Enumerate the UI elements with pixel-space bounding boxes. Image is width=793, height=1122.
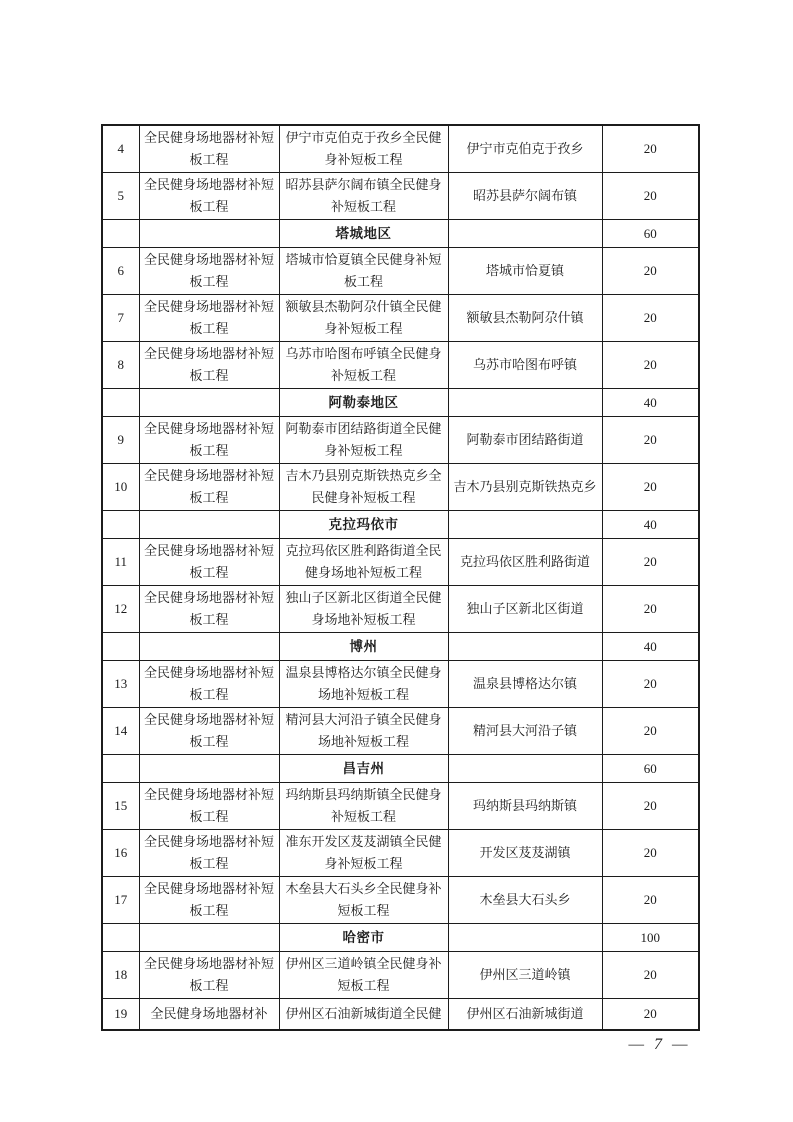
amount-cell: 20 [602, 708, 699, 755]
row-number-cell [102, 511, 139, 539]
amount-cell: 20 [602, 342, 699, 389]
allocation-table-container [101, 124, 700, 1031]
amount-cell: 20 [602, 661, 699, 708]
project-name-cell: 吉木乃县别克斯铁热克乡全民健身补短板工程 [279, 464, 448, 511]
row-number-cell: 9 [102, 417, 139, 464]
table-row [102, 877, 699, 924]
project-name-cell: 塔城地区 [279, 220, 448, 248]
table-row [102, 999, 699, 1031]
project-name-cell: 精河县大河沿子镇全民健身场地补短板工程 [279, 708, 448, 755]
page-number [608, 1036, 708, 1054]
project-name-cell: 温泉县博格达尔镇全民健身场地补短板工程 [279, 661, 448, 708]
project-name-cell: 独山子区新北区街道全民健身场地补短板工程 [279, 586, 448, 633]
category-cell [139, 389, 279, 417]
location-cell [448, 633, 602, 661]
project-name-cell: 博州 [279, 633, 448, 661]
category-cell: 全民健身场地器材补短板工程 [139, 952, 279, 999]
row-number-cell: 16 [102, 830, 139, 877]
table-row [102, 586, 699, 633]
amount-cell: 60 [602, 755, 699, 783]
category-cell: 全民健身场地器材补短板工程 [139, 539, 279, 586]
project-name-cell: 伊州区石油新城街道全民健 [279, 999, 448, 1031]
row-number-cell: 8 [102, 342, 139, 389]
project-name-cell: 克拉玛依区胜利路街道全民健身场地补短板工程 [279, 539, 448, 586]
category-cell: 全民健身场地器材补短板工程 [139, 417, 279, 464]
location-cell: 昭苏县萨尔阔布镇 [448, 173, 602, 220]
amount-cell: 100 [602, 924, 699, 952]
location-cell: 乌苏市哈图布呼镇 [448, 342, 602, 389]
row-number-cell: 17 [102, 877, 139, 924]
location-cell: 塔城市恰夏镇 [448, 248, 602, 295]
category-cell: 全民健身场地器材补短板工程 [139, 248, 279, 295]
project-name-cell: 阿勒泰市团结路街道全民健身补短板工程 [279, 417, 448, 464]
page-number-right-dash: — [672, 1036, 688, 1053]
row-number-cell: 7 [102, 295, 139, 342]
category-cell: 全民健身场地器材补短板工程 [139, 877, 279, 924]
table-row [102, 952, 699, 999]
location-cell: 克拉玛依区胜利路街道 [448, 539, 602, 586]
amount-cell: 40 [602, 633, 699, 661]
table-row [102, 464, 699, 511]
project-name-cell: 额敏县杰勒阿尕什镇全民健身补短板工程 [279, 295, 448, 342]
amount-cell: 20 [602, 999, 699, 1031]
location-cell [448, 389, 602, 417]
row-number-cell: 6 [102, 248, 139, 295]
region-section-row [102, 389, 699, 417]
category-cell: 全民健身场地器材补短板工程 [139, 661, 279, 708]
location-cell: 伊宁市克伯克于孜乡 [448, 125, 602, 173]
amount-cell: 20 [602, 464, 699, 511]
category-cell: 全民健身场地器材补短板工程 [139, 342, 279, 389]
amount-cell: 20 [602, 295, 699, 342]
amount-cell: 20 [602, 952, 699, 999]
region-section-row [102, 511, 699, 539]
project-name-cell: 昭苏县萨尔阔布镇全民健身补短板工程 [279, 173, 448, 220]
category-cell [139, 924, 279, 952]
table-row [102, 783, 699, 830]
project-name-cell: 哈密市 [279, 924, 448, 952]
project-name-cell: 塔城市恰夏镇全民健身补短板工程 [279, 248, 448, 295]
location-cell: 额敏县杰勒阿尕什镇 [448, 295, 602, 342]
table-row [102, 830, 699, 877]
table-row [102, 708, 699, 755]
project-name-cell: 乌苏市哈图布呼镇全民健身补短板工程 [279, 342, 448, 389]
region-section-row [102, 755, 699, 783]
amount-cell: 40 [602, 511, 699, 539]
region-section-row [102, 633, 699, 661]
category-cell: 全民健身场地器材补短板工程 [139, 586, 279, 633]
location-cell: 开发区芨芨湖镇 [448, 830, 602, 877]
amount-cell: 60 [602, 220, 699, 248]
amount-cell: 20 [602, 877, 699, 924]
project-name-cell: 玛纳斯县玛纳斯镇全民健身补短板工程 [279, 783, 448, 830]
table-row [102, 539, 699, 586]
row-number-cell [102, 924, 139, 952]
project-name-cell: 准东开发区芨芨湖镇全民健身补短板工程 [279, 830, 448, 877]
row-number-cell: 14 [102, 708, 139, 755]
table-row [102, 248, 699, 295]
row-number-cell [102, 633, 139, 661]
page-number-value: 7 [654, 1036, 662, 1053]
amount-cell: 40 [602, 389, 699, 417]
table-row [102, 125, 699, 173]
category-cell: 全民健身场地器材补短板工程 [139, 125, 279, 173]
row-number-cell: 19 [102, 999, 139, 1031]
category-cell [139, 633, 279, 661]
row-number-cell: 12 [102, 586, 139, 633]
category-cell [139, 220, 279, 248]
row-number-cell: 10 [102, 464, 139, 511]
category-cell: 全民健身场地器材补短板工程 [139, 464, 279, 511]
location-cell: 阿勒泰市团结路街道 [448, 417, 602, 464]
row-number-cell: 18 [102, 952, 139, 999]
location-cell: 伊州区石油新城街道 [448, 999, 602, 1031]
amount-cell: 20 [602, 586, 699, 633]
category-cell: 全民健身场地器材补短板工程 [139, 708, 279, 755]
amount-cell: 20 [602, 173, 699, 220]
row-number-cell [102, 389, 139, 417]
project-name-cell: 伊宁市克伯克于孜乡全民健身补短板工程 [279, 125, 448, 173]
amount-cell: 20 [602, 125, 699, 173]
location-cell [448, 220, 602, 248]
amount-cell: 20 [602, 539, 699, 586]
table-row [102, 417, 699, 464]
location-cell: 木垒县大石头乡 [448, 877, 602, 924]
category-cell [139, 755, 279, 783]
category-cell: 全民健身场地器材补短板工程 [139, 173, 279, 220]
project-name-cell: 阿勒泰地区 [279, 389, 448, 417]
category-cell: 全民健身场地器材补 [139, 999, 279, 1031]
table-row [102, 342, 699, 389]
location-cell: 独山子区新北区街道 [448, 586, 602, 633]
row-number-cell: 13 [102, 661, 139, 708]
category-cell: 全民健身场地器材补短板工程 [139, 783, 279, 830]
allocation-table-body [102, 125, 699, 1030]
table-row [102, 173, 699, 220]
project-name-cell: 昌吉州 [279, 755, 448, 783]
location-cell: 玛纳斯县玛纳斯镇 [448, 783, 602, 830]
row-number-cell [102, 755, 139, 783]
row-number-cell: 15 [102, 783, 139, 830]
table-row [102, 295, 699, 342]
allocation-table [101, 124, 700, 1031]
location-cell: 吉木乃县别克斯铁热克乡 [448, 464, 602, 511]
category-cell: 全民健身场地器材补短板工程 [139, 830, 279, 877]
page-number-left-dash: — [628, 1036, 644, 1053]
location-cell: 温泉县博格达尔镇 [448, 661, 602, 708]
location-cell: 精河县大河沿子镇 [448, 708, 602, 755]
project-name-cell: 克拉玛依市 [279, 511, 448, 539]
region-section-row [102, 924, 699, 952]
location-cell [448, 511, 602, 539]
location-cell [448, 755, 602, 783]
row-number-cell: 4 [102, 125, 139, 173]
project-name-cell: 木垒县大石头乡全民健身补短板工程 [279, 877, 448, 924]
table-row [102, 661, 699, 708]
row-number-cell [102, 220, 139, 248]
category-cell: 全民健身场地器材补短板工程 [139, 295, 279, 342]
location-cell [448, 924, 602, 952]
location-cell: 伊州区三道岭镇 [448, 952, 602, 999]
amount-cell: 20 [602, 830, 699, 877]
amount-cell: 20 [602, 783, 699, 830]
region-section-row [102, 220, 699, 248]
project-name-cell: 伊州区三道岭镇全民健身补短板工程 [279, 952, 448, 999]
category-cell [139, 511, 279, 539]
row-number-cell: 11 [102, 539, 139, 586]
amount-cell: 20 [602, 417, 699, 464]
row-number-cell: 5 [102, 173, 139, 220]
amount-cell: 20 [602, 248, 699, 295]
